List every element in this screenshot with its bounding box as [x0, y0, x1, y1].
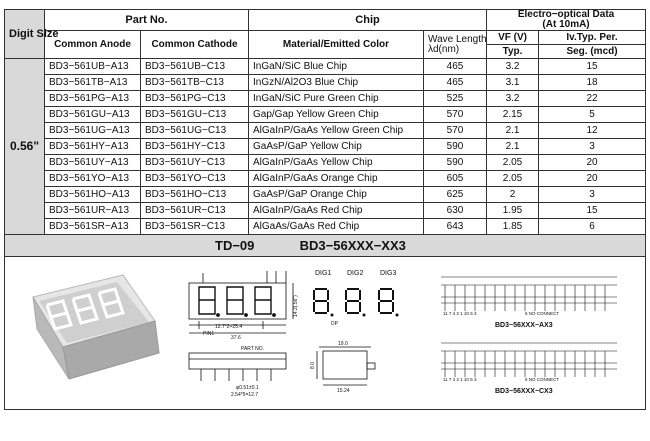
wave-length-cell: 643 [424, 219, 487, 235]
common-cathode-cell: BD3−561PG−C13 [141, 91, 249, 107]
vf-cell: 2.1 [487, 123, 539, 139]
table-row [5, 219, 646, 235]
pin1-label: PIN1 [203, 331, 215, 337]
common-cathode-cell: BD3−561HY−C13 [141, 139, 249, 155]
wave-length-cell: 525 [424, 91, 487, 107]
chip-cell: AlGaInP/GaAs Yellow Chip [249, 155, 424, 171]
chip-cell: AlGaAs/GaAs Red Chip [249, 219, 424, 235]
table-row [5, 123, 646, 139]
wave-length-cell: 465 [424, 75, 487, 91]
chip-cell: Gap/Gap Yellow Green Chip [249, 107, 424, 123]
vf-sub-header: Typ. [487, 45, 539, 59]
vf-cell: 2.1 [487, 139, 539, 155]
chip-cell: AlGaInP/GaAs Yellow Green Chip [249, 123, 424, 139]
table-row [5, 91, 646, 107]
vf-cell: 2.05 [487, 171, 539, 187]
pin-dim: φ0.51±0.1 [236, 385, 259, 391]
electro-optical-title: Electro−optical Data [517, 9, 615, 20]
depth-dim: 8.0 [310, 362, 316, 369]
common-anode-cell: BD3−561YO−A13 [45, 171, 141, 187]
iv-cell: 15 [539, 59, 646, 75]
wave-length-cell: 590 [424, 139, 487, 155]
common-anode-cell: BD3−561UG−A13 [45, 123, 141, 139]
vf-cell: 3.2 [487, 59, 539, 75]
vf-cell: 3.1 [487, 75, 539, 91]
dig2-label: DIG2 [347, 270, 364, 277]
series-row [5, 235, 646, 257]
common-cathode-cell: BD3−561YO−C13 [141, 171, 249, 187]
common-cathode-cell: BD3−561TB−C13 [141, 75, 249, 91]
side-view [317, 347, 375, 385]
common-anode-cell: BD3−561SR−A13 [45, 219, 141, 235]
table-row [5, 155, 646, 171]
iv-sub-header: Seg. (mcd) [539, 45, 646, 59]
spec-table [4, 9, 646, 410]
common-cathode-cell: BD3−561HO−C13 [141, 187, 249, 203]
vf-cell: 1.95 [487, 203, 539, 219]
common-cathode-cell: BD3−561SR−C13 [141, 219, 249, 235]
table-row [5, 187, 646, 203]
wave-length-cell: 630 [424, 203, 487, 219]
wave-length-cell: 570 [424, 123, 487, 139]
common-anode-cell: BD3−561UY−A13 [45, 155, 141, 171]
dig1-label: DIG1 [315, 270, 332, 277]
wave-length-cell: 605 [424, 171, 487, 187]
wave-length-unit: λd(nm) [428, 43, 460, 55]
table-row [5, 75, 646, 91]
ax3-pins: 11 7 4 2 1 10 5 3 [443, 311, 477, 316]
vf-cell: 3.2 [487, 91, 539, 107]
iv-cell: 5 [539, 107, 646, 123]
spec-rows [5, 59, 646, 235]
wave-length-cell: 465 [424, 59, 487, 75]
base-dim: 15.24 [337, 388, 350, 394]
common-cathode-cell: BD3−561GU−C13 [141, 107, 249, 123]
part-no-label: PART NO. [241, 346, 265, 352]
iv-cell: 12 [539, 123, 646, 139]
iv-cell: 15 [539, 203, 646, 219]
common-cathode-cell: BD3−561UG−C13 [141, 123, 249, 139]
dig3-label: DIG3 [380, 270, 397, 277]
table-row [5, 203, 646, 219]
series-name: BD3−56XXX−XX3 [299, 238, 406, 253]
iv-cell: 6 [539, 219, 646, 235]
cx3-no-connect: 6 NO CONNECT [525, 377, 560, 382]
iv-cell: 3 [539, 187, 646, 203]
drawings-svg [5, 257, 646, 409]
vf-cell: 2.05 [487, 155, 539, 171]
ax3-no-connect: 6 NO CONNECT [525, 311, 560, 316]
drawing-row [5, 257, 646, 410]
table-row [5, 59, 646, 75]
table-row [5, 171, 646, 187]
part-no-header: Part No. [45, 10, 249, 31]
circuit-cx3 [441, 343, 617, 377]
wave-length-cell: 625 [424, 187, 487, 203]
cx3-label: BD3−56XXX−CX3 [495, 388, 553, 395]
common-anode-cell: BD3−561PG−A13 [45, 91, 141, 107]
iv-cell: 18 [539, 75, 646, 91]
table-row [5, 107, 646, 123]
pitch-dim: 12.7*2=25.4 [215, 324, 243, 330]
vf-header: VF (V) [487, 31, 539, 45]
chip-cell: InGzN/Al2O3 Blue Chip [249, 75, 424, 91]
common-cathode-cell: BD3−561UY−C13 [141, 155, 249, 171]
chip-cell: InGaN/SiC Pure Green Chip [249, 91, 424, 107]
common-anode-cell: BD3−561UB−A13 [45, 59, 141, 75]
common-anode-cell: BD3−561TB−A13 [45, 75, 141, 91]
common-cathode-cell: BD3−561UR−C13 [141, 203, 249, 219]
chip-header: Chip [249, 10, 487, 31]
common-anode-header: Common Anode [45, 31, 141, 59]
iv-cell: 3 [539, 139, 646, 155]
common-anode-cell: BD3−561UR−A13 [45, 203, 141, 219]
common-anode-cell: BD3−561GU−A13 [45, 107, 141, 123]
common-anode-cell: BD3−561HY−A13 [45, 139, 141, 155]
led-photo [33, 275, 159, 379]
chip-cell: AlGaInP/GaAs Orange Chip [249, 171, 424, 187]
series-code: TD−09 [215, 238, 255, 253]
drawings-panel [5, 257, 646, 409]
wave-length-cell: 570 [424, 107, 487, 123]
circuit-ax3 [441, 277, 617, 311]
iv-header: Iv.Typ. Per. [539, 31, 646, 45]
iv-cell: 20 [539, 155, 646, 171]
common-cathode-header: Common Cathode [141, 31, 249, 59]
vf-cell: 2.15 [487, 107, 539, 123]
common-cathode-cell: BD3−561UB−C13 [141, 59, 249, 75]
chip-cell: AlGaInP/GaAs Red Chip [249, 203, 424, 219]
side-dim: 19.0 [338, 341, 348, 347]
iv-cell: 22 [539, 91, 646, 107]
electro-optical-header [487, 10, 646, 31]
height-dim: 14.2(.56") [293, 295, 299, 317]
chip-cell: InGaN/SiC Blue Chip [249, 59, 424, 75]
vf-cell: 2 [487, 187, 539, 203]
wave-length-cell: 590 [424, 155, 487, 171]
bottom-view [189, 353, 286, 381]
ax3-label: BD3−56XXX−AX3 [495, 322, 553, 329]
chip-cell: GaAsP/GaP Yellow Chip [249, 139, 424, 155]
dp-label: DP [331, 321, 338, 327]
wave-length-header [424, 31, 487, 59]
width-dim: 37.6 [231, 335, 241, 341]
electro-optical-sub: (At 10mA) [542, 19, 590, 30]
segment-diagram [314, 289, 393, 313]
common-anode-cell: BD3−561HO−A13 [45, 187, 141, 203]
iv-cell: 20 [539, 171, 646, 187]
wave-length-label: Wave Length [428, 33, 487, 45]
table-row [5, 139, 646, 155]
vf-cell: 1.85 [487, 219, 539, 235]
chip-cell: GaAsP/GaP Orange Chip [249, 187, 424, 203]
digit-size-header: Digit Size [5, 10, 45, 59]
pin-pitch-dim: 2.54*5=12.7 [231, 392, 259, 398]
cx3-pins: 11 7 4 2 1 10 5 3 [443, 377, 477, 382]
digit-size-value: 0.56" [5, 59, 45, 235]
material-color-header: Material/Emitted Color [249, 31, 424, 59]
